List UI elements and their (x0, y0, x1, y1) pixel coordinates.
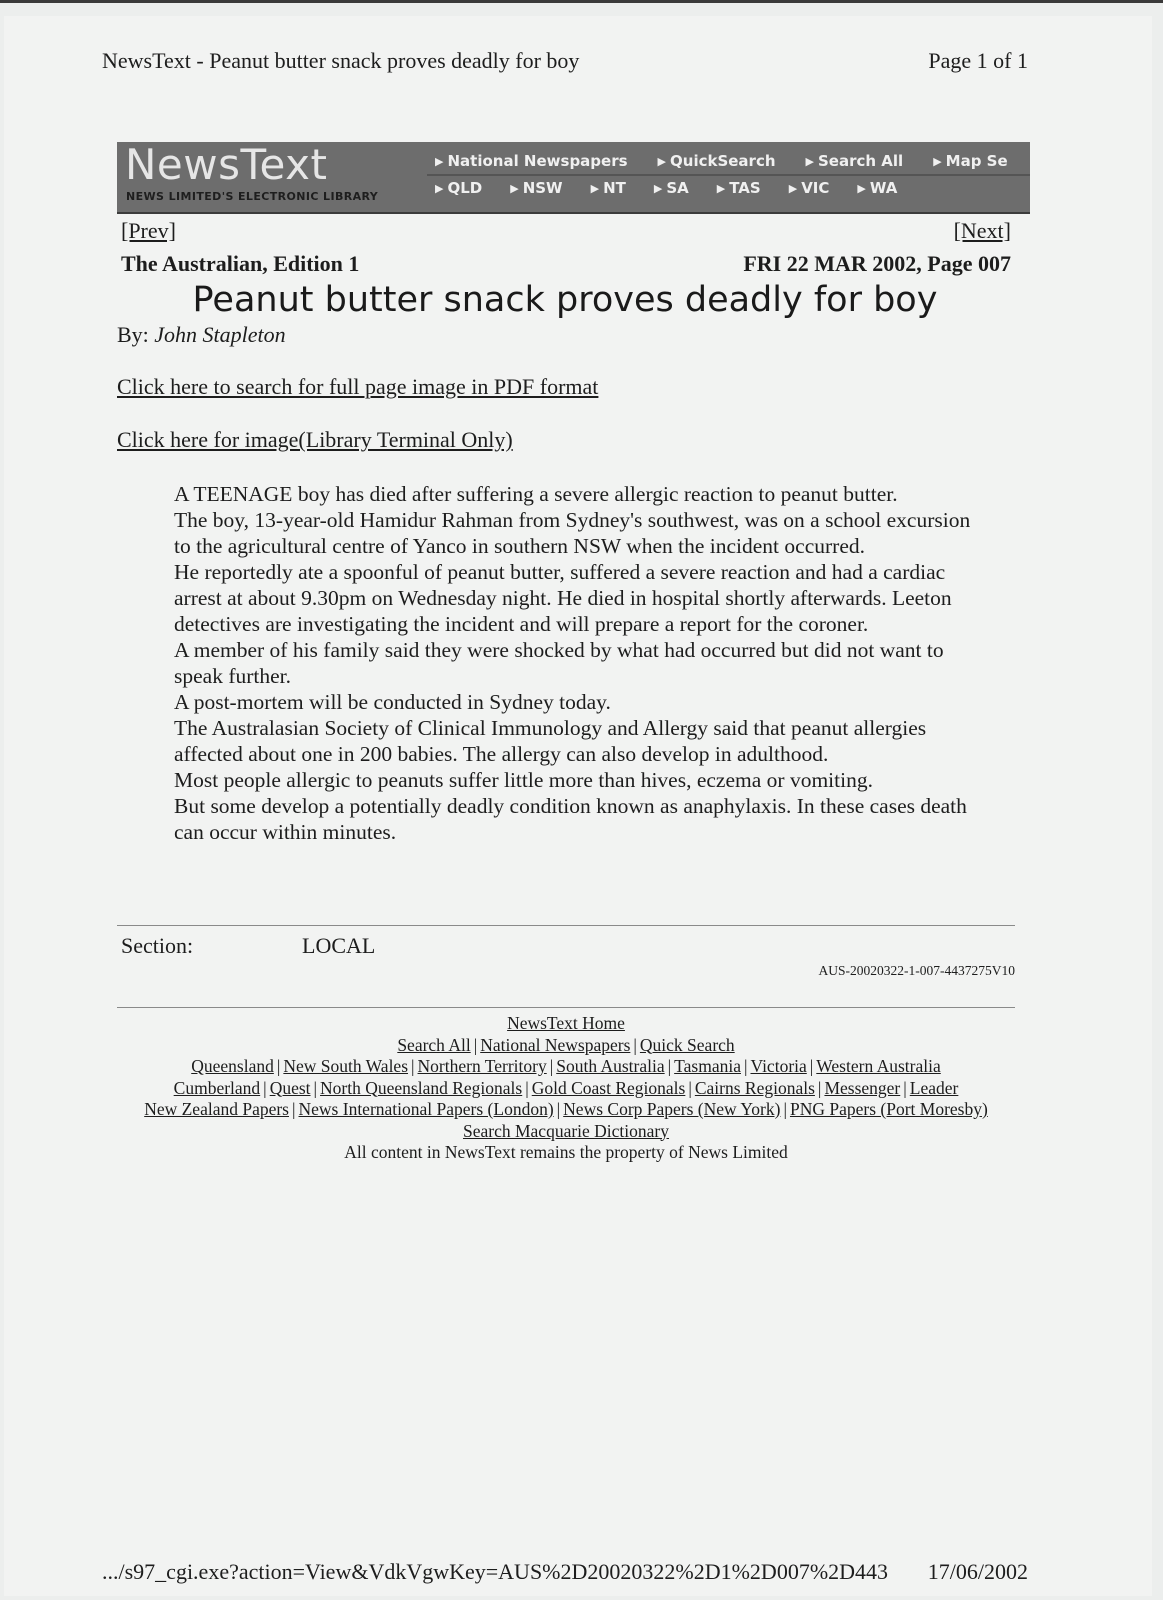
footer-victoria[interactable]: Victoria (750, 1056, 807, 1076)
article-paragraph: A TEENAGE boy has died after suffering a severe allergic reaction to peanut butter. (174, 482, 898, 506)
divider (117, 1007, 1015, 1008)
nav-label: WA (869, 179, 898, 197)
nav-row-states (435, 177, 925, 199)
footer-northern-territory[interactable]: Northern Territory (417, 1056, 547, 1076)
footer-quick-search[interactable]: Quick Search (639, 1034, 735, 1055)
pdf-search-link[interactable]: Click here to search for full page image in PDF format (117, 374, 599, 399)
footer-national-newspapers[interactable]: National Newspapers (480, 1034, 631, 1055)
footer-new-south-wales[interactable]: New South Wales (283, 1056, 409, 1076)
publication-info (121, 251, 1011, 277)
play-arrow-icon: ▶ (657, 154, 667, 168)
print-footer (102, 1559, 1028, 1585)
nav-label: NT (603, 179, 626, 197)
nav-tas[interactable] (717, 177, 761, 199)
publication-date-page: FRI 22 MAR 2002, Page 007 (743, 251, 1011, 276)
footer-leader[interactable]: Leader (909, 1077, 959, 1098)
byline-label: By: (117, 322, 149, 347)
nav-search-all[interactable] (806, 150, 904, 172)
nav-wa[interactable] (857, 177, 897, 199)
nav-nt[interactable] (591, 177, 626, 199)
article-paragraph: But some develop a potentially deadly condition known as anaphylaxis. In these cases death can occur within minutes. (174, 794, 967, 844)
nav-nsw[interactable] (510, 177, 562, 199)
nav-label: Search All (818, 152, 904, 170)
section-value: LOCAL (302, 933, 376, 958)
article-body (174, 481, 974, 845)
article-paragraph: The boy, 13-year-old Hamidur Rahman from Sydney's southwest, was on a school excursion to the agricultural centre of Yanco in southern NSW when the incident occurred. (174, 508, 971, 558)
nav-quicksearch[interactable] (658, 150, 776, 172)
pager (121, 218, 1011, 244)
nav-label: National Newspapers (447, 152, 628, 170)
print-page-number: Page 1 of 1 (928, 48, 1028, 73)
print-title: NewsText - Peanut butter snack proves deadly for boy (102, 48, 580, 73)
publication-source: The Australian, Edition 1 (121, 251, 360, 276)
newstext-logo[interactable]: NewsText (125, 142, 328, 189)
print-url: .../s97_cgi.exe?action=View&VdkVgwKey=AUS%2D20020322%2D1%2D007%2D443 (102, 1559, 889, 1584)
play-arrow-icon: ▶ (653, 181, 663, 195)
footer-cumberland[interactable]: Cumberland (173, 1077, 261, 1098)
article-headline: Peanut butter snack proves deadly for boy (192, 280, 938, 320)
nav-row-primary (435, 150, 1030, 172)
nav-label: VIC (801, 179, 830, 197)
newstext-banner (117, 142, 1030, 214)
footer-western-australia[interactable]: Western Australia (816, 1056, 941, 1076)
byline (117, 322, 286, 348)
footer-links: NewsText Home Search All | National Newspapers | Quick Search Queensland | New South Wales | Northern Territory | South Australia | Tasmania | Victoria | Western Australia Cumberland | Quest | North Queensland Regionals | Gold Coast Regionals | Cairns Regionals | Messenger | Leader New Zealand Papers | News International Papers (London) | News Corp Papers (New York) | PNG Papers (Port Moresby) Search Macquarie Dictionary All content in NewsText remains the property of News Limited (117, 1013, 1015, 1164)
play-arrow-icon: ▶ (805, 154, 814, 168)
footer-north-queensland-regionals[interactable]: North Queensland Regionals (320, 1077, 523, 1098)
nav-label: TAS (729, 179, 761, 197)
footer-search-all[interactable]: Search All (397, 1034, 471, 1055)
nav-label: Map Se (945, 152, 1008, 170)
divider (117, 925, 1015, 926)
document-id: AUS-20020322-1-007-4437275V10 (818, 963, 1015, 978)
play-arrow-icon: ▶ (510, 181, 519, 195)
footer-news-corp-papers[interactable]: News Corp Papers (New York) (563, 1099, 781, 1119)
nav-qld[interactable] (435, 177, 482, 199)
footer-gold-coast-regionals[interactable]: Gold Coast Regionals (531, 1077, 686, 1098)
play-arrow-icon: ▶ (933, 154, 942, 168)
nav-label: QLD (447, 179, 483, 197)
article-paragraph: He reportedly ate a spoonful of peanut butter, suffered a severe reaction and had a cardiac arrest at about 9.30pm on Wednesday night. He died in hospital shortly afterwards. Leeton detectives are investigating the incident and will prepare a report for the coroner. (174, 560, 952, 636)
footer-quest[interactable]: Quest (269, 1077, 311, 1098)
footer-queensland[interactable]: Queensland (191, 1056, 274, 1076)
play-arrow-icon: ▶ (716, 181, 726, 195)
nav-vic[interactable] (789, 177, 830, 199)
nav-label: SA (666, 179, 689, 197)
footer-newstext-home[interactable]: NewsText Home (507, 1013, 625, 1033)
prev-link[interactable]: [Prev] (121, 218, 176, 243)
nav-divider (427, 174, 1030, 176)
article-paragraph: The Australasian Society of Clinical Immunology and Allergy said that peanut allergies affected about one in 200 babies. The allergy can also develop in adulthood. (174, 716, 927, 766)
next-link[interactable]: [Next] (953, 218, 1011, 243)
footer-tasmania[interactable]: Tasmania (674, 1056, 741, 1076)
article-paragraph: A post-mortem will be conducted in Sydney today. (174, 690, 611, 714)
footer-south-australia[interactable]: South Australia (556, 1056, 665, 1076)
play-arrow-icon: ▶ (435, 154, 444, 168)
play-arrow-icon: ▶ (788, 181, 798, 195)
footer-cairns-regionals[interactable]: Cairns Regionals (694, 1077, 815, 1098)
play-arrow-icon: ▶ (857, 181, 866, 195)
nav-map-search[interactable] (933, 150, 1007, 172)
nav-label: NSW (522, 179, 563, 197)
section-label: Section: (121, 933, 194, 958)
image-link[interactable]: Click here for image(Library Terminal Only) (117, 427, 513, 452)
newstext-tagline: NEWS LIMITED'S ELECTRONIC LIBRARY (126, 190, 379, 203)
footer-news-international-papers[interactable]: News International Papers (London) (298, 1099, 554, 1119)
article-paragraph: Most people allergic to peanuts suffer little more than hives, eczema or vomiting. (174, 768, 873, 792)
play-arrow-icon: ▶ (590, 181, 600, 195)
footer-new-zealand-papers[interactable]: New Zealand Papers (144, 1099, 289, 1119)
footer-png-papers[interactable]: PNG Papers (Port Moresby) (789, 1099, 988, 1119)
nav-label: QuickSearch (670, 152, 776, 170)
nav-national-newspapers[interactable] (435, 150, 628, 172)
article-paragraph: A member of his family said they were shocked by what had occurred but did not want to speak further. (174, 638, 944, 688)
print-header (102, 48, 1028, 74)
print-date: 17/06/2002 (927, 1559, 1028, 1584)
play-arrow-icon: ▶ (435, 181, 444, 195)
scan-edge (0, 0, 1163, 3)
nav-sa[interactable] (654, 177, 689, 199)
author-name: John Stapleton (154, 322, 286, 347)
footer-messenger[interactable]: Messenger (824, 1077, 901, 1098)
footer-macquarie-dictionary[interactable]: Search Macquarie Dictionary (462, 1120, 670, 1141)
footer-copyright: All content in NewsText remains the property of News Limited (344, 1142, 788, 1162)
